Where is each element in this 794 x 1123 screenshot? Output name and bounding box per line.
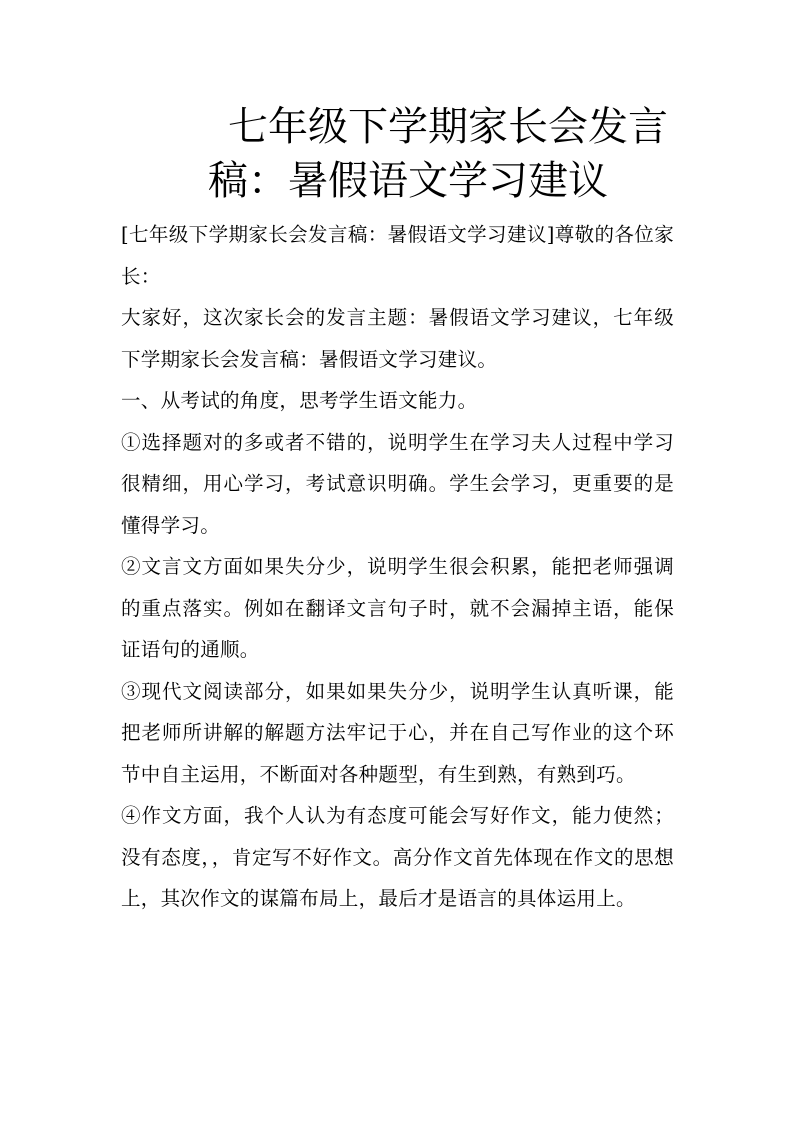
title-line-2: 稿：暑假语文学习建议 <box>208 158 608 204</box>
paragraph-section-heading: 一、从考试的角度，思考学生语文能力。 <box>121 389 478 412</box>
paragraph-point-2: ②文言文方面如果失分少，说明学生很会积累，能把老师强调的重点落实。例如在翻译文言句子时，就不会漏掉主语，能保证语句的通顺。 <box>121 555 674 661</box>
document-body <box>121 214 674 920</box>
paragraph-point-3: ③现代文阅读部分，如果如果失分少，说明学生认真听课，能把老师所讲解的解题方法牢记于心，并在自己写作业的这个环节中自主运用，不断面对各种题型，有生到熟，有熟到巧。 <box>121 679 674 786</box>
paragraph-point-1: ①选择题对的多或者不错的，说明学生在学习夫人过程中学习很精细，用心学习，考试意识明确。学生会学习，更重要的是懂得学习。 <box>121 430 674 537</box>
paragraph-greeting: 大家好，这次家长会的发言主题：暑假语文学习建议，七年级下学期家长会发言稿：暑假语文学习建议。 <box>121 306 674 371</box>
paragraph-point-4: ④作文方面，我个人认为有态度可能会写好作文，能力使然；没有态度，，肯定写不好作文。高分作文首先体现在作文的思想上，其次作文的谋篇布局上，最后才是语言的具体运用上。 <box>121 804 674 910</box>
paragraph-intro: [七年级下学期家长会发言稿：暑假语文学习建议]尊敬的各位家长： <box>121 223 674 288</box>
title-line-1: 七年级下学期家长会发言 <box>228 104 668 150</box>
page-title <box>120 100 676 208</box>
